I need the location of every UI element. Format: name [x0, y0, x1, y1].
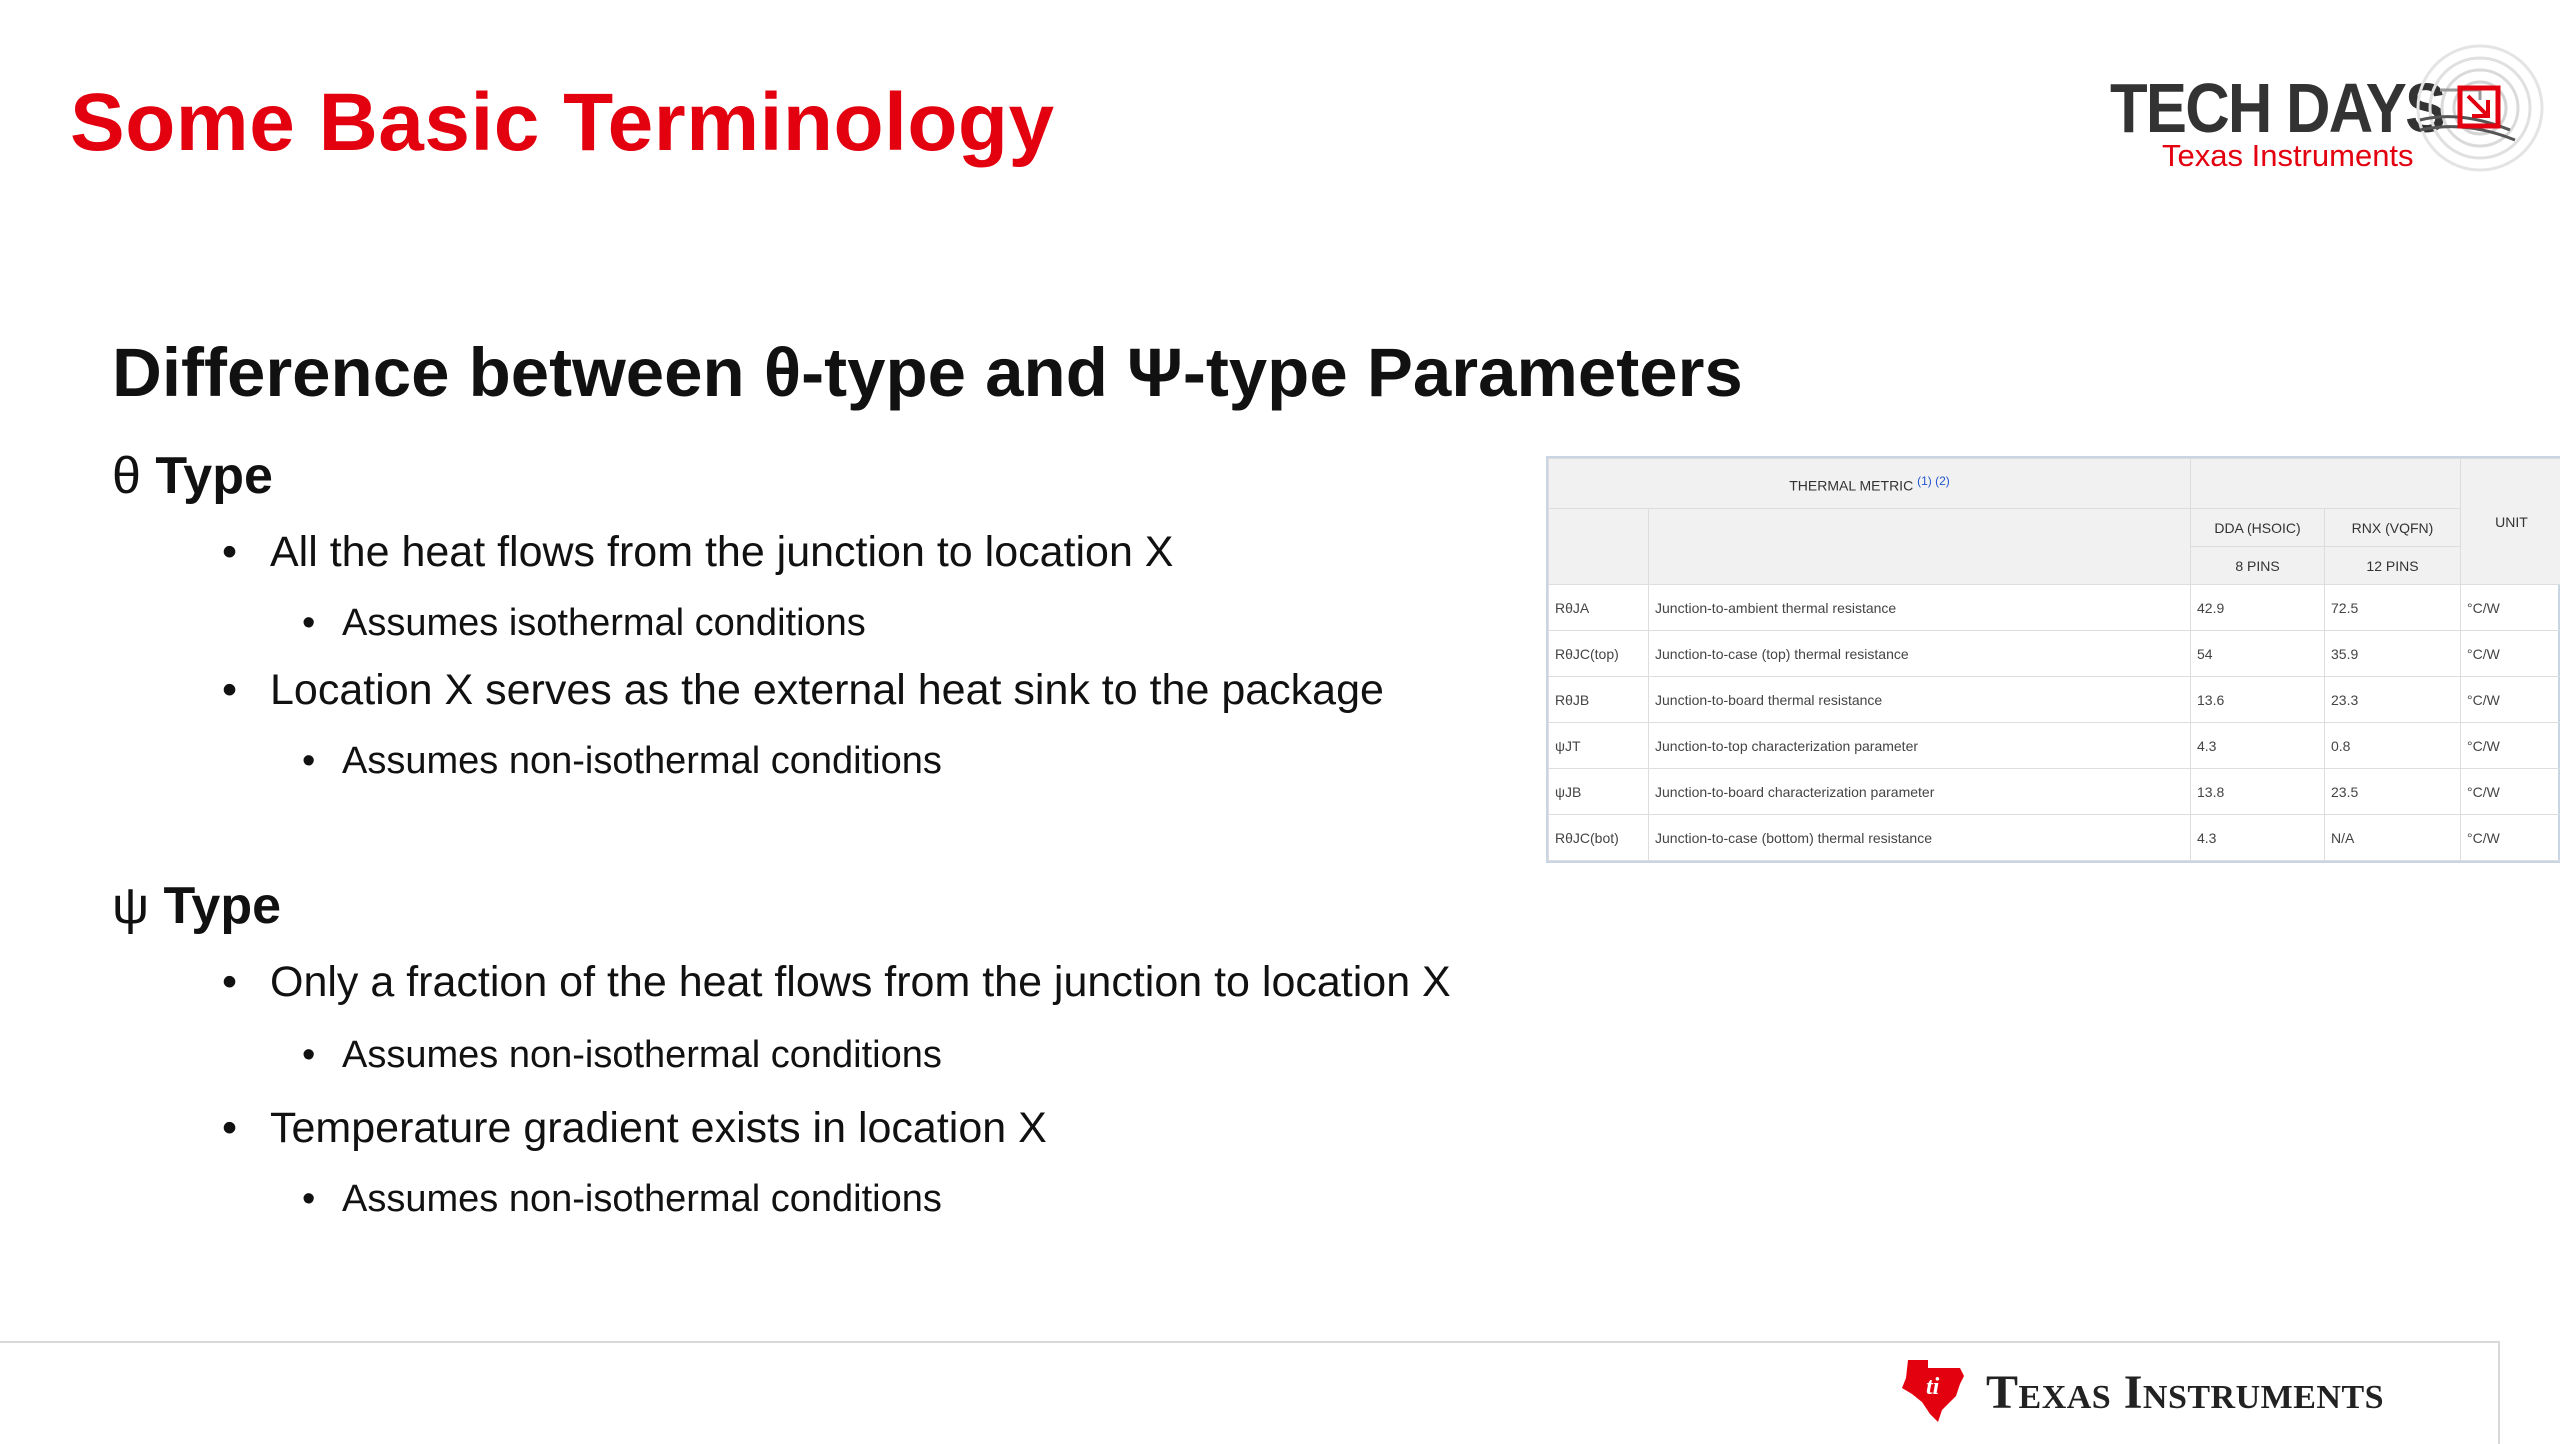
table-cell-symbol: ψJB	[1549, 769, 1649, 815]
bullet-text: All the heat flows from the junction to location X	[270, 528, 1173, 577]
table-cell-description: Junction-to-case (top) thermal resistance	[1649, 631, 2191, 677]
table-cell-value: 72.5	[2325, 585, 2461, 631]
table-cell-value: 4.3	[2191, 815, 2325, 861]
table-header-thermal-metric	[1549, 459, 2191, 509]
table-header-title: THERMAL METRIC	[1789, 477, 1913, 493]
table-cell-unit: °C/W	[2461, 585, 2560, 631]
table-header-unit: UNIT	[2461, 459, 2560, 585]
bullet-text: Assumes non-isothermal conditions	[342, 740, 942, 783]
table-cell-unit: °C/W	[2461, 631, 2560, 677]
bullet-text: Temperature gradient exists in location X	[270, 1104, 1047, 1153]
bullet-text: Assumes isothermal conditions	[342, 602, 866, 645]
section-subtitle: Difference between θ-type and Ψ-type Parameters	[112, 333, 1743, 412]
bullet-icon: •	[222, 958, 237, 1007]
texas-instruments-logo-icon	[1898, 1354, 1974, 1426]
table-header-refs[interactable]: (1) (2)	[1917, 474, 1950, 488]
table-cell-description: Junction-to-board thermal resistance	[1649, 677, 2191, 723]
table-header-pins-2: 12 PINS	[2325, 547, 2461, 585]
tech-days-rings-icon	[2380, 40, 2550, 180]
table-cell-symbol: RθJB	[1549, 677, 1649, 723]
table-cell-value: 23.5	[2325, 769, 2461, 815]
table-cell-unit: °C/W	[2461, 677, 2560, 723]
table-header-package-1: DDA (HSOIC)	[2191, 509, 2325, 547]
bullet-icon: •	[302, 602, 315, 645]
table-cell-description: Junction-to-board characterization parameter	[1649, 769, 2191, 815]
bullet-icon: •	[302, 1034, 315, 1077]
table-row	[1549, 585, 2560, 631]
table-header-blank	[2191, 459, 2461, 509]
table-cell-description: Junction-to-top characterization parameter	[1649, 723, 2191, 769]
thermal-metric-table	[1546, 456, 2560, 863]
table-row	[1549, 723, 2560, 769]
slide-title: Some Basic Terminology	[70, 76, 1055, 170]
table-cell-value: 0.8	[2325, 723, 2461, 769]
table-cell-value: 23.3	[2325, 677, 2461, 723]
psi-type-heading	[112, 876, 281, 936]
theta-type-heading	[112, 446, 273, 506]
theta-symbol: θ	[112, 447, 141, 505]
table-cell-value: N/A	[2325, 815, 2461, 861]
texas-instruments-logo-text: Texas Instruments	[1986, 1365, 2384, 1420]
table-header-blank	[1649, 509, 2191, 585]
psi-type-label: Type	[164, 877, 282, 935]
table-row	[1549, 631, 2560, 677]
tech-days-logo-text: TECH DAYS	[2110, 68, 2444, 148]
bullet-icon: •	[222, 1104, 237, 1153]
table-cell-symbol: RθJA	[1549, 585, 1649, 631]
table-cell-symbol: ψJT	[1549, 723, 1649, 769]
tech-days-logo	[2090, 40, 2550, 180]
bullet-icon: •	[222, 528, 237, 577]
table-cell-unit: °C/W	[2461, 815, 2560, 861]
table-header-blank	[1549, 509, 1649, 585]
theta-type-label: Type	[155, 447, 273, 505]
tech-days-logo-subtext: Texas Instruments	[2162, 138, 2414, 174]
bullet-text: Assumes non-isothermal conditions	[342, 1178, 942, 1221]
table-header-pins-1: 8 PINS	[2191, 547, 2325, 585]
table-cell-description: Junction-to-case (bottom) thermal resistance	[1649, 815, 2191, 861]
bullet-icon: •	[302, 740, 315, 783]
table-header-package-2: RNX (VQFN)	[2325, 509, 2461, 547]
bullet-text: Only a fraction of the heat flows from the junction to location X	[270, 958, 1451, 1007]
table-cell-value: 4.3	[2191, 723, 2325, 769]
table-cell-description: Junction-to-ambient thermal resistance	[1649, 585, 2191, 631]
table-cell-value: 13.8	[2191, 769, 2325, 815]
bullet-text: Assumes non-isothermal conditions	[342, 1034, 942, 1077]
bullet-text: Location X serves as the external heat sink to the package	[270, 666, 1384, 715]
table-row	[1549, 815, 2560, 861]
table-cell-value: 13.6	[2191, 677, 2325, 723]
table-cell-unit: °C/W	[2461, 769, 2560, 815]
table-cell-unit: °C/W	[2461, 723, 2560, 769]
svg-text:ti: ti	[1926, 1374, 1940, 1400]
table-row	[1549, 769, 2560, 815]
table-cell-value: 42.9	[2191, 585, 2325, 631]
table-cell-value: 35.9	[2325, 631, 2461, 677]
table-cell-value: 54	[2191, 631, 2325, 677]
bullet-icon: •	[302, 1178, 315, 1221]
table-cell-symbol: RθJC(bot)	[1549, 815, 1649, 861]
table-cell-symbol: RθJC(top)	[1549, 631, 1649, 677]
psi-symbol: ψ	[112, 877, 149, 935]
table-row	[1549, 677, 2560, 723]
bullet-icon: •	[222, 666, 237, 715]
